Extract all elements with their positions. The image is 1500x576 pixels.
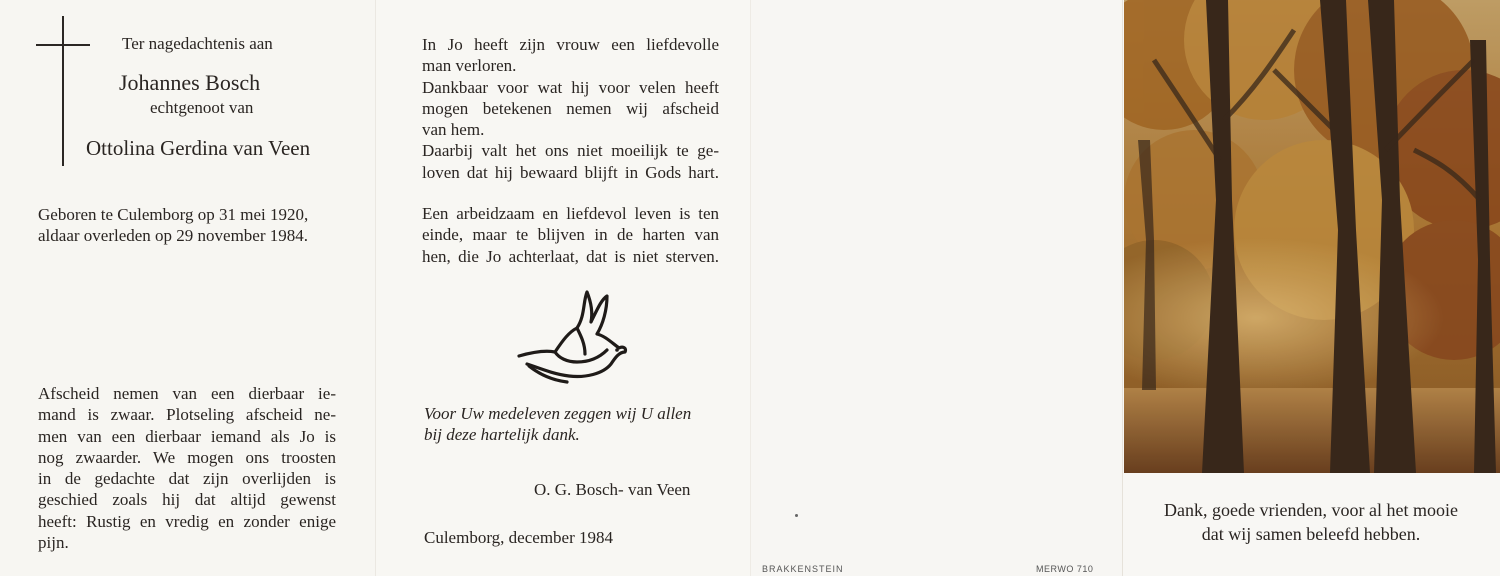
tribute-line: van hem.	[422, 120, 485, 140]
product-code: MERWO 710	[1036, 564, 1094, 574]
farewell-line: nog zwaarder. We mogen ons troosten	[38, 447, 336, 467]
thanks-line: Voor Uw medeleven zeggen wij U allen	[424, 404, 692, 423]
birth-line: Geboren te Culemborg op 31 mei 1920,	[38, 205, 309, 224]
tribute-line: Dankbaar voor wat hij voor velen heeft	[422, 77, 719, 97]
farewell-line: men van een dierbaar iemand als Jo is	[38, 426, 336, 446]
farewell-line: Afscheid nemen van een dierbaar ie-	[38, 384, 336, 403]
farewell-paragraph	[38, 383, 336, 553]
deceased-name: Johannes Bosch	[119, 70, 261, 95]
tribute-line: loven dat hij bewaard blijft in Gods hart.	[422, 162, 719, 182]
caption-line: dat wij samen beleefd hebben.	[1201, 524, 1421, 544]
tribute-line: mogen betekenen nemen wij afscheid	[422, 98, 719, 118]
cross-icon	[62, 16, 64, 166]
card-panel-blank	[750, 0, 1123, 576]
life-line: einde, maar te blijven in de harten van	[422, 225, 719, 245]
autumn-forest-photo	[1124, 0, 1500, 473]
life-line: hen, die Jo achterlaat, dat is niet sterven.	[422, 246, 719, 266]
tribute-paragraph	[422, 34, 719, 183]
speck	[795, 514, 798, 517]
cross-icon-bar	[36, 44, 90, 46]
dove-icon	[511, 288, 633, 390]
spouse-name: Ottolina Gerdina van Veen	[86, 136, 311, 160]
farewell-line: geschied zoals hij dat altijd gewenst	[38, 490, 336, 510]
spouse-relation: echtgenoot van	[150, 98, 254, 117]
tribute-line: In Jo heeft zijn vrouw een liefdevolle	[422, 35, 719, 54]
memorial-line: Ter nagedachtenis aan	[122, 34, 273, 53]
caption-line: Dank, goede vrienden, voor al het mooie	[1164, 500, 1458, 520]
tribute-line: man verloren.	[422, 56, 517, 76]
signature: O. G. Bosch- van Veen	[534, 480, 691, 499]
printer-mark: BRAKKENSTEIN	[762, 564, 844, 574]
thanks-line: bij deze hartelijk dank.	[424, 425, 580, 444]
farewell-line: in de gedachte dat zijn overlijden is	[38, 469, 336, 489]
farewell-line: mand is zwaar. Plotseling afscheid ne-	[38, 405, 336, 425]
farewell-line: heeft: Rustig en vredig en zonder enige	[38, 511, 336, 531]
farewell-line: pijn.	[38, 533, 69, 553]
life-paragraph	[422, 203, 719, 267]
life-line: Een arbeidzaam en liefdevol leven is ten	[422, 204, 719, 223]
death-line: aldaar overleden op 29 november 1984.	[38, 226, 309, 245]
tribute-line: Daarbij valt het ons niet moeilijk te ge-	[422, 141, 719, 161]
card-panel-left	[0, 0, 375, 576]
card-panel-middle	[375, 0, 751, 576]
place-date: Culemborg, december 1984	[424, 528, 614, 547]
